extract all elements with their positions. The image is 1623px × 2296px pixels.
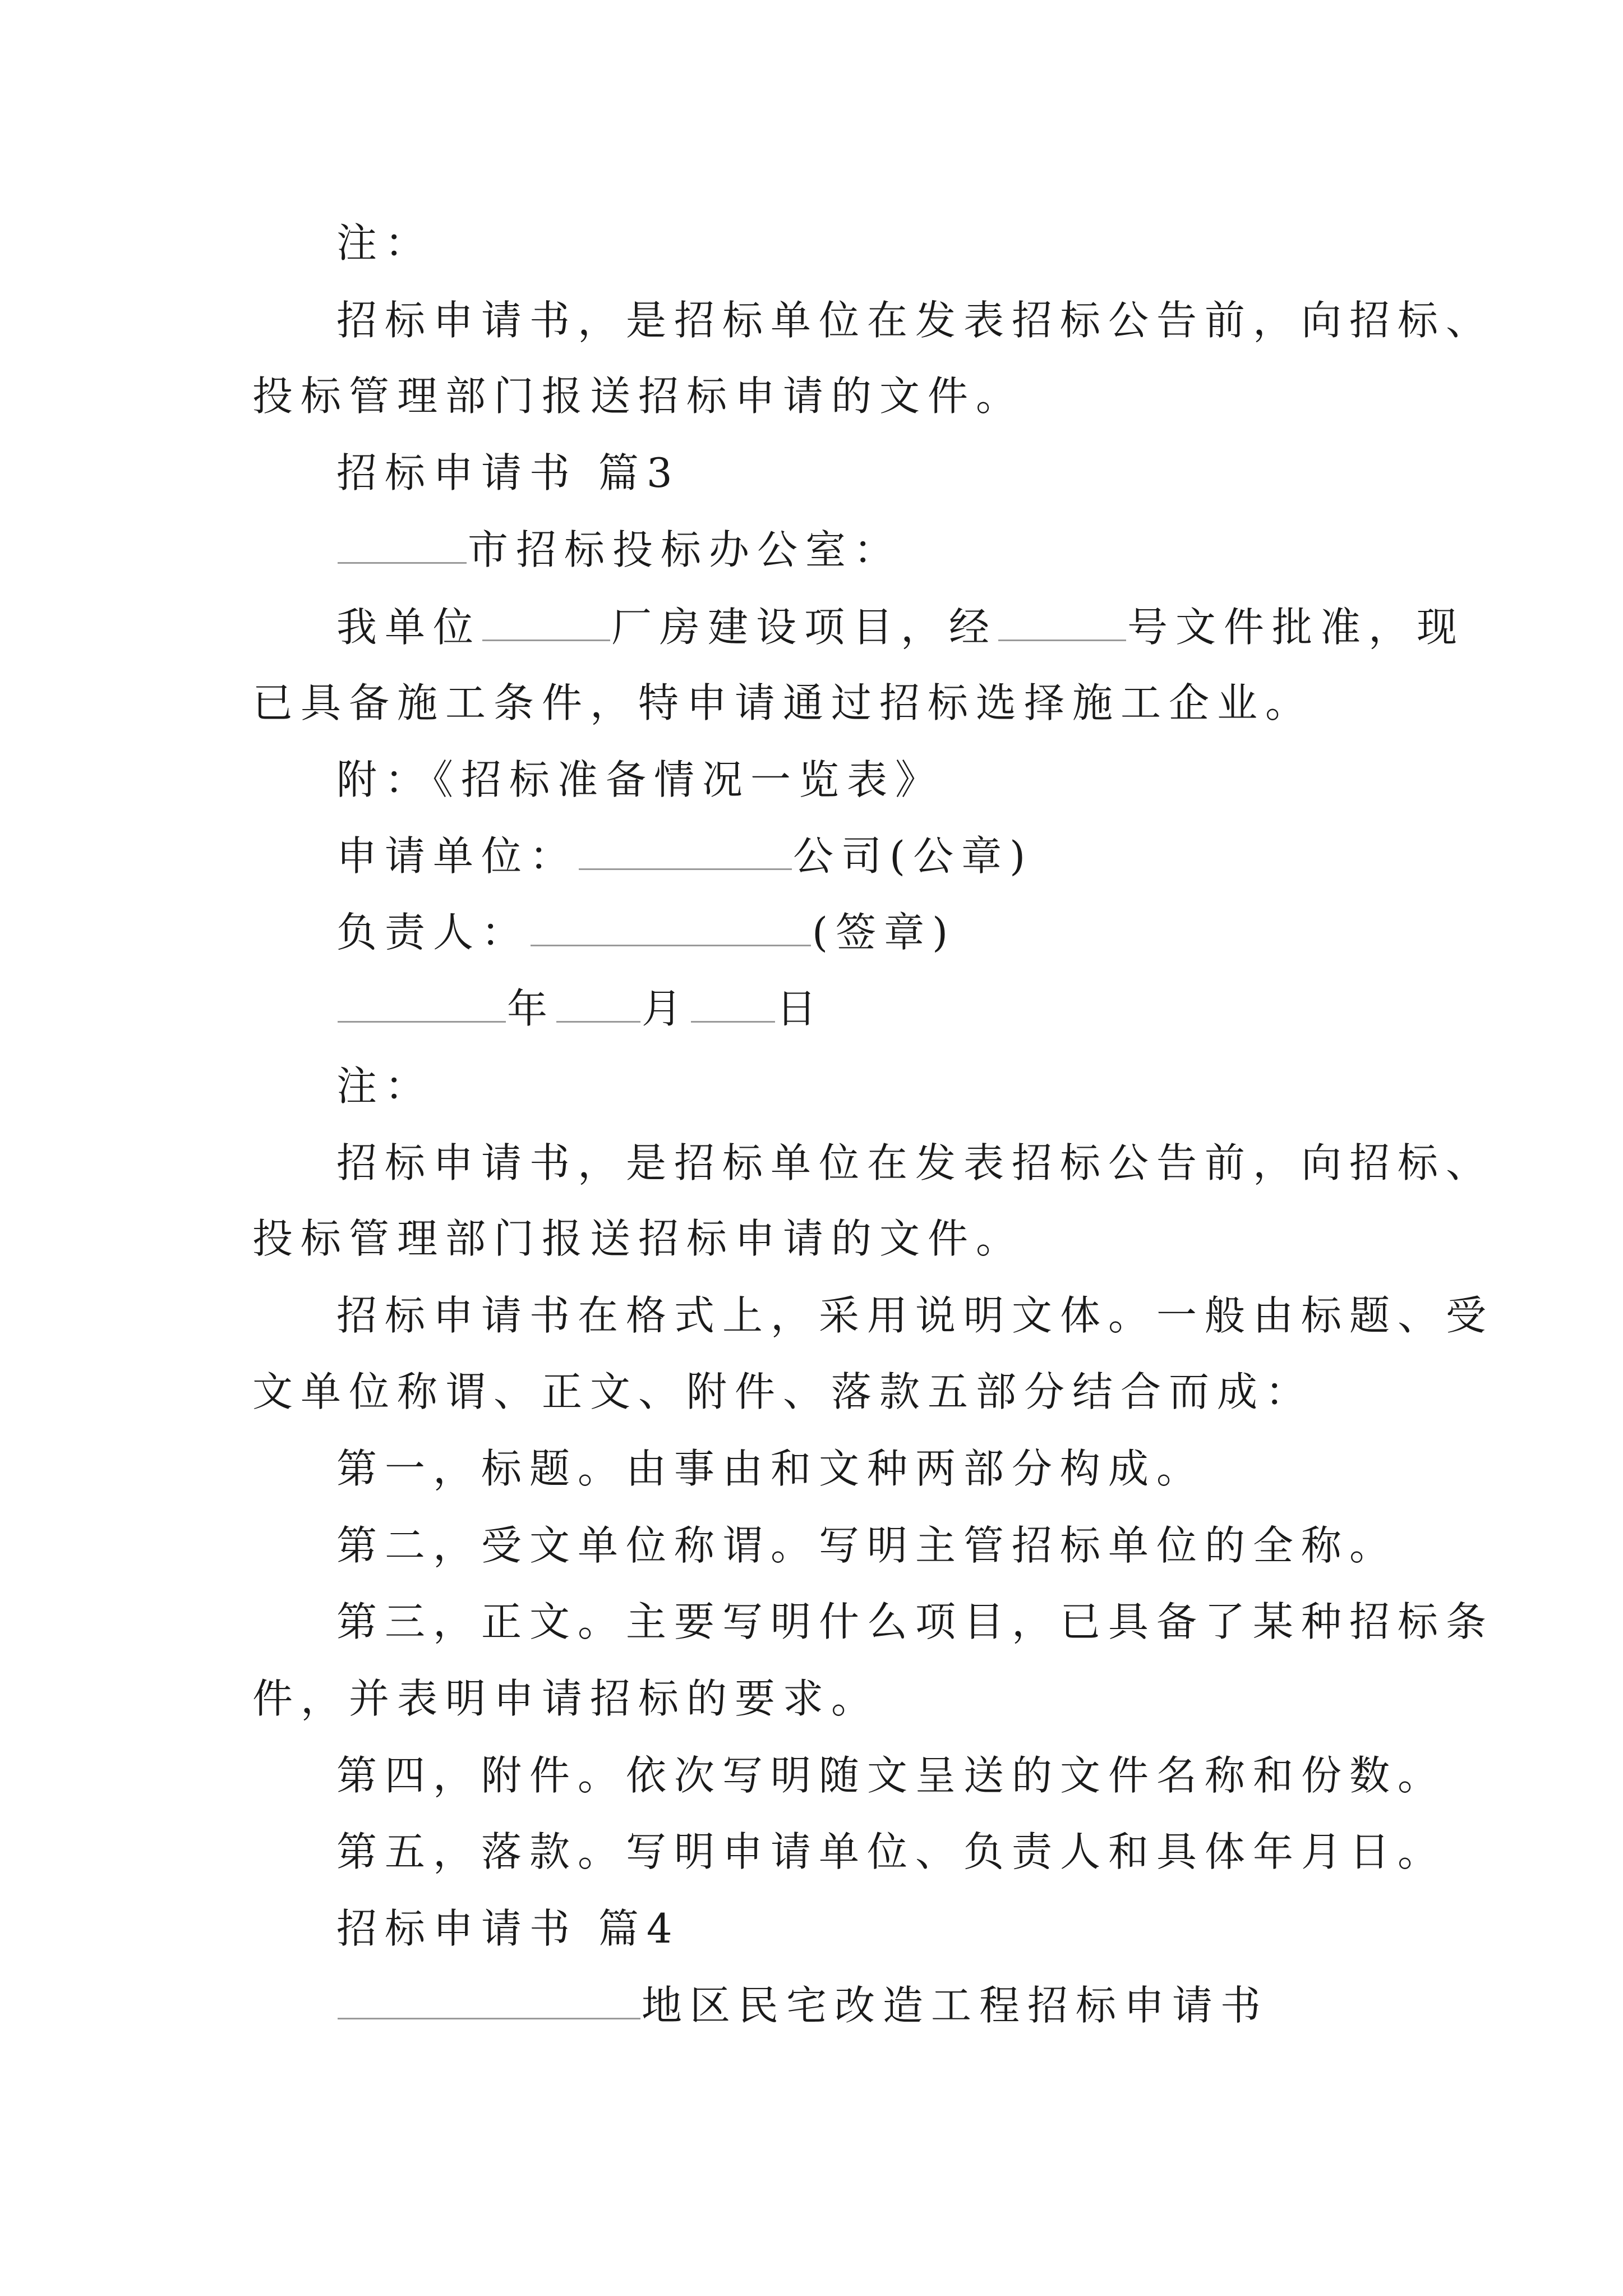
title-text: 地区民宅改造工程招标申请书 <box>642 1982 1269 2029</box>
note-label: 注： <box>336 219 434 266</box>
fill-blank <box>338 1983 640 2019</box>
paragraph-line: 投标管理部门报送招标申请的文件。 <box>252 1215 1025 1262</box>
list-item: 第五，落款。写明申请单位、负责人和具体年月日。 <box>336 1828 1446 1875</box>
note-label: 注： <box>336 1062 434 1110</box>
body-line <box>336 600 1465 654</box>
paragraph-line: 已具备施工条件，特申请通过招标选择施工企业。 <box>252 679 1314 726</box>
list-item: 第三，正文。主要写明什么项目，已具备了某种招标条 <box>336 1598 1495 1645</box>
paragraph-line: 文单位称谓、正文、附件、落款五部分结合而成： <box>252 1368 1314 1415</box>
list-item-continuation: 件，并表明申请招标的要求。 <box>252 1675 880 1722</box>
fill-blank <box>579 834 792 870</box>
addressee-line <box>336 523 902 577</box>
paragraph-line: 招标申请书在格式上，采用说明文体。一般由标题、受 <box>336 1292 1495 1339</box>
responsible-suffix: (签章) <box>812 909 956 956</box>
addressee-text: 市招标投标办公室： <box>468 526 902 573</box>
list-item: 第二，受文单位称谓。写明主管招标单位的全称。 <box>336 1522 1398 1569</box>
body-text: 我单位 <box>336 604 482 651</box>
responsible-label: 负责人： <box>336 909 530 956</box>
applicant-label: 申请单位： <box>336 832 578 880</box>
section-heading: 招标申请书 篇3 <box>336 449 680 496</box>
fill-blank <box>691 986 775 1023</box>
paragraph-line: 投标管理部门报送招标申请的文件。 <box>252 372 1025 420</box>
fill-blank <box>556 986 640 1023</box>
body-text: 厂房建设项目，经 <box>611 604 998 651</box>
fill-blank <box>482 605 610 641</box>
fill-blank <box>338 527 467 564</box>
day-label: 日 <box>776 985 825 1032</box>
title-line <box>336 1978 1269 2032</box>
responsible-line <box>336 905 956 959</box>
fill-blank <box>338 986 506 1023</box>
paragraph-line: 招标申请书，是招标单位在发表招标公告前，向招标、 <box>336 1139 1495 1186</box>
body-text: 号文件批准，现 <box>1127 604 1465 651</box>
section-heading: 招标申请书 篇4 <box>336 1905 680 1952</box>
list-item: 第四，附件。依次写明随文呈送的文件名称和份数。 <box>336 1752 1446 1799</box>
list-item: 第一，标题。由事由和文种两部分构成。 <box>336 1445 1205 1492</box>
fill-blank <box>998 605 1126 641</box>
fill-blank <box>531 910 811 946</box>
month-label: 月 <box>642 985 690 1032</box>
applicant-suffix: 公司(公章) <box>793 832 1034 880</box>
date-line <box>336 982 824 1036</box>
applicant-line <box>336 829 1033 883</box>
attachment-line: 附：《招标准备情况一览表》 <box>336 756 944 803</box>
paragraph-line: 招标申请书，是招标单位在发表招标公告前，向招标、 <box>336 297 1495 344</box>
year-label: 年 <box>507 985 556 1032</box>
